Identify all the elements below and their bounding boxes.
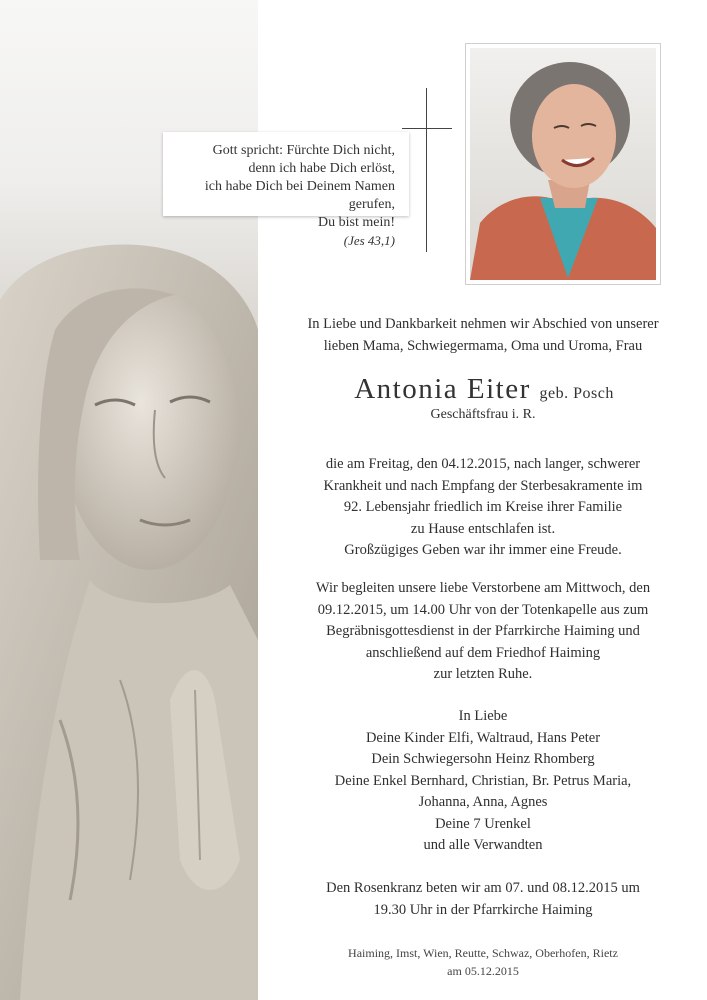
rosary-notice (268, 878, 698, 921)
death-notice-line: Krankheit und nach Empfang der Sterbesakramente im (323, 477, 643, 494)
mourners-list (268, 706, 698, 857)
mourners-line: Johanna, Anna, Agnes (418, 794, 548, 810)
occupation: Geschäftsfrau i. R. (430, 407, 536, 422)
mourners-line: Dein Schwiegersohn Heinz Rhomberg (371, 751, 595, 767)
mourners-line: Deine Kinder Elfi, Waltraud, Hans Peter (365, 729, 601, 746)
portrait-photo (466, 44, 660, 284)
intro-text (268, 314, 698, 357)
maiden-name: geb. Posch (539, 385, 614, 402)
footer-places-date (268, 944, 698, 980)
mourners-line: und alle Verwandten (423, 837, 543, 853)
intro-line: lieben Mama, Schwiegermama, Oma und Uroma, Frau (323, 337, 643, 354)
intro-line: In Liebe und Dankbarkeit nehmen wir Abschied von unserer (307, 316, 659, 332)
funeral-details (268, 578, 698, 686)
mourners-line: Deine 7 Urenkel (435, 815, 531, 832)
footer-line: am 05.12.2015 (447, 964, 519, 978)
funeral-line: zur letzten Ruhe. (433, 666, 533, 682)
rosary-line: Den Rosenkranz beten wir am 07. und 08.12.2015 um (326, 880, 640, 896)
cross-icon (402, 88, 452, 252)
funeral-line: anschließend auf dem Friedhof Haiming (365, 644, 601, 661)
funeral-line: 09.12.2015, um 14.00 Uhr von der Totenkapelle aus zum (317, 601, 649, 618)
death-notice-line: zu Hause entschlafen ist. (410, 520, 556, 537)
mourners-line: Deine Enkel Bernhard, Christian, Br. Petrus Maria, (334, 772, 632, 789)
quote-line: denn ich habe Dich erlöst, (248, 161, 395, 176)
death-notice-line: die am Freitag, den 04.12.2015, nach langer, schwerer (325, 456, 641, 472)
death-notice-line: 92. Lebensjahr friedlich im Kreise ihrer Familie (343, 499, 623, 515)
death-notice-line: Großzügiges Geben war ihr immer eine Freude. (344, 542, 622, 558)
quote-reference: (Jes 43,1) (343, 233, 395, 248)
mourners-line: In Liebe (458, 708, 508, 724)
deceased-name: Antonia Eiter (354, 373, 531, 405)
footer-line: Haiming, Imst, Wien, Reutte, Schwaz, Oberhofen, Rietz (348, 946, 618, 960)
rosary-line: 19.30 Uhr in der Pfarrkirche Haiming (373, 901, 593, 918)
funeral-line: Begräbnisgottesdienst in der Pfarrkirche Haiming und (326, 623, 640, 639)
quote-line: ich habe Dich bei Deinem Namen gerufen, (204, 179, 395, 212)
death-notice (268, 454, 698, 562)
quote-line: Gott spricht: Fürchte Dich nicht, (212, 143, 395, 158)
funeral-line: Wir begleiten unsere liebe Verstorbene am Mittwoch, den (315, 580, 651, 596)
bible-quote-box (163, 132, 409, 248)
quote-line: Du bist mein! (318, 215, 395, 230)
